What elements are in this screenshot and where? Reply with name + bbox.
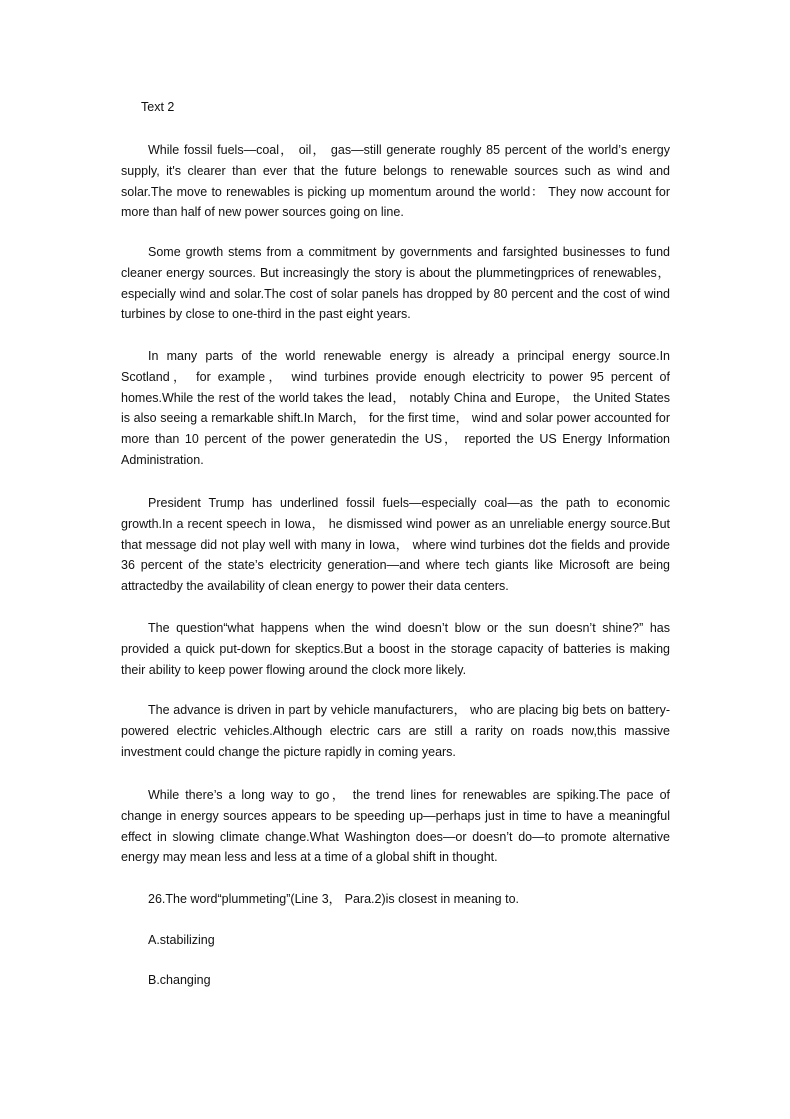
option-a: A.stabilizing xyxy=(148,933,215,947)
question-26: 26.The word“plummeting”(Line 3， Para.2)is closest in meaning to. xyxy=(148,892,520,906)
paragraph-1: While fossil fuels—coal， oil， gas—still generate roughly 85 percent of the world’s energy supply, it's clearer than ever that the future belongs to renewable sources such as wind and solar.The move to renewables is picking up momentum around the world： They now account for more than half of new power sources going on line. xyxy=(121,143,670,220)
paragraph-6: The advance is driven in part by vehicle manufacturers， who are placing big bets on battery-powered electric vehicles.Although electric cars are still a rarity on roads now,this massive investment could change the picture rapidly in coming years. xyxy=(121,703,670,759)
paragraph-4: President Trump has underlined fossil fuels—especially coal—as the path to economic growth.In a recent speech in Iowa， he dismissed wind power as an unreliable energy source.But that message did not play well with many in Iowa， where wind turbines dot the fields and provide 36 percent of the state’s electricity generation—and where tech giants like Microsoft are being attractedby the availability of clean energy to power their data centers. xyxy=(121,496,670,594)
option-b: B.changing xyxy=(148,973,211,987)
paragraph-2: Some growth stems from a commitment by governments and farsighted businesses to fund cleaner energy sources. But increasingly the story is about the plummetingprices of renewables， especially wind and solar.The cost of solar panels has dropped by 80 percent and the cost of wind turbines by close to one-third in the past eight years. xyxy=(121,245,670,322)
paragraph-7: While there’s a long way to go， the trend lines for renewables are spiking.The pace of change in energy sources appears to be speeding up—perhaps just in time to have a meaningful effect in slowing climate change.What Washington does—or doesn’t do—to promote alternative energy may mean less and less at a time of a global shift in thought. xyxy=(121,788,670,865)
section-title: Text 2 xyxy=(141,100,175,114)
paragraph-3: In many parts of the world renewable energy is already a principal energy source.In Scotland， for example， wind turbines provide enough electricity to power 95 percent of homes.While the rest of the world takes the lead， notably China and Europe， the United States is also seeing a remarkable shift.In March， for the first time， wind and solar power accounted for more than 10 percent of the power generatedin the US， reported the US Energy Information Administration. xyxy=(121,349,670,467)
paragraph-5: The question“what happens when the wind doesn’t blow or the sun doesn’t shine?” has provided a quick put-down for skeptics.But a boost in the storage capacity of batteries is making their ability to keep power flowing around the clock more likely. xyxy=(121,621,670,677)
